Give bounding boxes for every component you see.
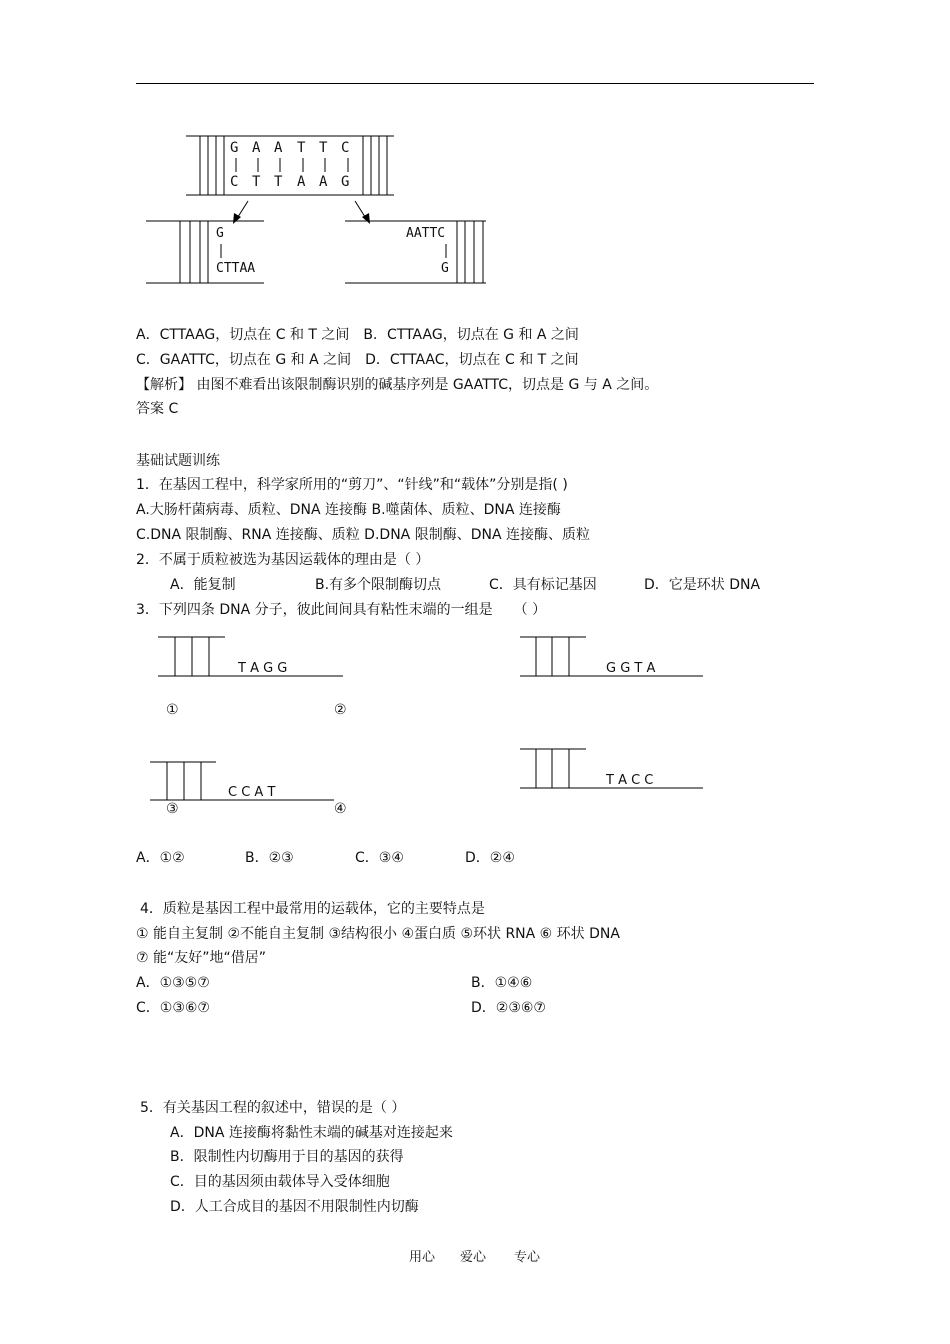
molecule-2-sticky-end: G G T A bbox=[606, 661, 656, 676]
q5-option-b: B．限制性内切酶用于目的基因的获得 bbox=[170, 1149, 404, 1165]
q2-option-a: A．能复制 bbox=[170, 577, 236, 593]
q4-option-d: D．②③⑥⑦ bbox=[471, 1000, 546, 1016]
right-product-top: AATTC bbox=[406, 226, 446, 241]
example-analysis: 【解析】 由图不难看出该限制酶识别的碱基序列是 GAATTC，切点是 G 与 A 之间。 bbox=[136, 377, 659, 393]
q2-option-c: C．具有标记基因 bbox=[489, 577, 597, 593]
molecule-4-number: ④ bbox=[334, 801, 347, 817]
q4-option-b: B．①④⑥ bbox=[471, 975, 533, 991]
q3-option-a: A．①② bbox=[136, 850, 185, 866]
molecule-3-sticky-end: C C A T bbox=[228, 785, 276, 800]
q3-option-d: D．②④ bbox=[465, 850, 515, 866]
left-product-top: G bbox=[216, 226, 224, 241]
left-product-bottom: CTTAA bbox=[216, 261, 256, 276]
example-options-cd: C．GAATTC，切点在 G 和 A 之间 D．CTTAAC，切点在 C 和 T 之间 bbox=[136, 352, 579, 368]
q1-options-ab: A.大肠杆菌病毒、质粒、DNA 连接酶 B.噬菌体、质粒、DNA 连接酶 bbox=[136, 502, 561, 518]
q5-option-a: A．DNA 连接酶将黏性末端的碱基对连接起来 bbox=[170, 1125, 453, 1141]
q2-option-b: B.有多个限制酶切点 bbox=[315, 577, 442, 593]
q2-option-d: D．它是环状 DNA bbox=[644, 577, 761, 593]
figure-bottom-sequence: C T T A A G bbox=[230, 174, 350, 190]
example-answer: 答案 C bbox=[136, 401, 179, 417]
molecule-4-sticky-end: T A C C bbox=[606, 773, 654, 788]
q3-option-c: C．③④ bbox=[355, 850, 404, 866]
q4-option-a: A．①③⑤⑦ bbox=[136, 975, 210, 991]
q5-option-d: D．人工合成目的基因不用限制性内切酶 bbox=[170, 1199, 419, 1215]
section-title: 基础试题训练 bbox=[136, 453, 220, 469]
footer-text-3: 专心 bbox=[514, 1250, 541, 1265]
q4-items-line2: ⑦ 能“友好”地“借居” bbox=[136, 950, 267, 966]
molecule-1-number: ① bbox=[166, 702, 179, 718]
q4-option-c: C．①③⑥⑦ bbox=[136, 1000, 210, 1016]
q4-stem: 4．质粒是基因工程中最常用的运载体，它的主要特点是 bbox=[140, 901, 485, 917]
footer-text-2: 爱心 bbox=[460, 1250, 487, 1265]
q5-option-c: C．目的基因须由载体导入受体细胞 bbox=[170, 1174, 390, 1190]
q5-stem: 5．有关基因工程的叙述中，错误的是（ ） bbox=[140, 1100, 406, 1116]
example-options-ab: A．CTTAAG，切点在 C 和 T 之间 B．CTTAAG，切点在 G 和 A 之间 bbox=[136, 327, 579, 343]
q4-items-line1: ① 能自主复制 ②不能自主复制 ③结构很小 ④蛋白质 ⑤环状 RNA ⑥ 环状 DNA bbox=[136, 926, 620, 942]
right-product-bottom: G bbox=[441, 261, 449, 276]
q3-stem: 3．下列四条 DNA 分子，彼此间间具有粘性末端的一组是 （ ） bbox=[136, 602, 547, 618]
q2-stem: 2．不属于质粒被选为基因运载体的理由是（ ） bbox=[136, 552, 430, 568]
molecule-1-sticky-end: T A G G bbox=[238, 661, 288, 676]
q1-stem: 1．在基因工程中，科学家所用的“剪刀”、“针线”和“载体”分别是指( ) bbox=[136, 477, 568, 493]
molecule-3-number: ③ bbox=[166, 801, 179, 817]
q3-option-b: B．②③ bbox=[245, 850, 294, 866]
figure-top-sequence: G A A T T C bbox=[230, 140, 350, 156]
q1-options-cd: C.DNA 限制酶、RNA 连接酶、质粒 D.DNA 限制酶、DNA 连接酶、质粒 bbox=[136, 527, 590, 543]
molecule-2-number: ② bbox=[334, 702, 347, 718]
footer-text-1: 用心 bbox=[409, 1250, 436, 1265]
